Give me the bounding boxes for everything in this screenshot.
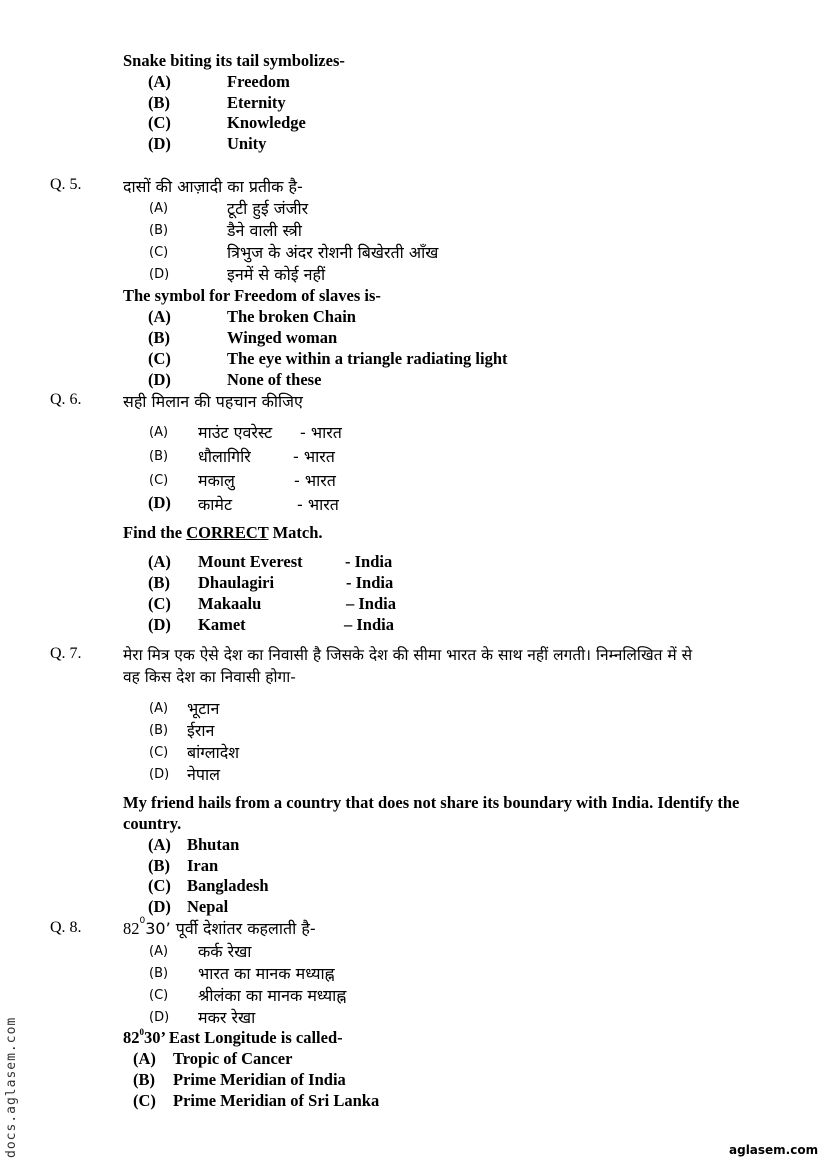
q4-option-b-label: (B) xyxy=(148,93,170,112)
q7-en-option-a-label: (A) xyxy=(148,835,171,854)
q6-hi-option-b-label: (B) xyxy=(149,449,169,464)
q8-hi-option-d-label: (D) xyxy=(149,1010,170,1025)
q7-hi-option-b-label: (B) xyxy=(149,723,169,738)
q8-question-en xyxy=(123,1028,343,1048)
q7-hi-option-d-label: (D) xyxy=(149,767,170,782)
q6-hi-option-d-label: (D) xyxy=(148,493,171,512)
q7-question-hi-line1: मेरा मित्र एक ऐसे देश का निवासी है जिसके देश की सीमा भारत के साथ नहीं लगती। निम्नलिखित में से xyxy=(123,646,693,664)
q4-question-en: Snake biting its tail symbolizes- xyxy=(123,51,345,70)
q5-hi-option-b-text: डैने वाली स्त्री xyxy=(227,221,302,240)
q4-option-d-text: Unity xyxy=(227,134,267,153)
q6-number: Q. 6. xyxy=(50,391,82,408)
q8-degree: 82 xyxy=(123,919,140,938)
q8-hi-option-b-label: (B) xyxy=(149,966,169,981)
q5-hi-option-b-label: (B) xyxy=(149,223,169,238)
q4-option-d-label: (D) xyxy=(148,134,171,153)
q7-hi-option-a-label: (A) xyxy=(149,701,169,716)
q8-en-option-b-text: Prime Meridian of India xyxy=(173,1070,346,1089)
q6-en-option-a-left: Mount Everest xyxy=(198,552,303,571)
q5-question-hi: दासों की आज़ादी का प्रतीक है- xyxy=(123,177,303,196)
q5-hi-option-d-label: (D) xyxy=(149,267,170,282)
q6-hi-option-d-right: - भारत xyxy=(297,495,339,514)
footer-watermark: aglasem.com xyxy=(729,1143,819,1157)
q8-degree-sup-en: 0 xyxy=(139,1027,144,1037)
q5-number: Q. 5. xyxy=(50,176,82,193)
q8-question-hi-rest: 30’ पूर्वी देशांतर कहलाती है- xyxy=(145,919,316,938)
q8-hi-option-c-label: (C) xyxy=(149,988,169,1003)
q7-en-option-b-label: (B) xyxy=(148,856,170,875)
q4-option-a-label: (A) xyxy=(148,72,171,91)
q7-hi-option-a-text: भूटान xyxy=(187,699,220,718)
q5-hi-option-d-text: इनमें से कोई नहीं xyxy=(227,265,326,284)
q6-en-option-a-label: (A) xyxy=(148,552,171,571)
q6-en-option-c-right: – India xyxy=(346,594,396,613)
q6-en-option-d-right: – India xyxy=(344,615,394,634)
q5-en-option-d-text: None of these xyxy=(227,370,322,389)
q6-hi-option-b-right: - भारत xyxy=(293,447,335,466)
q6-hi-option-d-left: कामेट xyxy=(198,495,233,514)
q7-question-en-line2: country. xyxy=(123,814,182,833)
q6-en-option-c-left: Makaalu xyxy=(198,594,262,613)
q6-en-option-a-right: - India xyxy=(345,552,393,571)
q6-hi-option-a-label: (A) xyxy=(149,425,169,440)
q6-question-en xyxy=(123,523,323,543)
q8-hi-option-a-text: कर्क रेखा xyxy=(198,942,252,961)
q8-en-option-a-text: Tropic of Cancer xyxy=(173,1049,293,1068)
q6-en-option-c-label: (C) xyxy=(148,594,171,613)
q8-en-option-c-label: (C) xyxy=(133,1091,156,1110)
q8-degree-sup: 0 xyxy=(139,916,146,926)
q8-en-option-a-label: (A) xyxy=(133,1049,156,1068)
q6-en-option-b-right: - India xyxy=(346,573,394,592)
q6-en-option-b-left: Dhaulagiri xyxy=(198,573,275,592)
side-watermark: docs.aglasem.com xyxy=(4,1016,19,1158)
q5-en-option-c-label: (C) xyxy=(148,349,171,368)
q6-hi-option-c-left: मकालु xyxy=(198,471,235,490)
q6-question-en-pre: Find the xyxy=(123,523,187,542)
q6-hi-option-c-label: (C) xyxy=(149,473,169,488)
q7-hi-option-d-text: नेपाल xyxy=(187,765,220,784)
q7-en-option-d-text: Nepal xyxy=(187,897,229,916)
q5-en-option-b-text: Winged woman xyxy=(227,328,338,347)
q8-question-en-rest: 30’ East Longitude is called- xyxy=(144,1028,343,1047)
q7-en-option-a-text: Bhutan xyxy=(187,835,240,854)
q4-option-b-text: Eternity xyxy=(227,93,286,112)
q7-en-option-b-text: Iran xyxy=(187,856,219,875)
q5-hi-option-a-text: टूटी हुई जंजीर xyxy=(227,199,309,218)
q5-hi-option-a-label: (A) xyxy=(149,201,169,216)
q4-option-c-label: (C) xyxy=(148,113,171,132)
q7-question-en-line1: My friend hails from a country that does not share its boundary with India. Identify the xyxy=(123,793,740,812)
q5-en-option-d-label: (D) xyxy=(148,370,171,389)
q8-hi-option-c-text: श्रीलंका का मानक मध्याह्न xyxy=(198,986,347,1005)
q7-question-hi-line2: वह किस देश का निवासी होगा- xyxy=(123,668,296,686)
q5-en-option-a-text: The broken Chain xyxy=(227,307,356,326)
q8-degree-en: 82 xyxy=(123,1028,140,1047)
q7-number: Q. 7. xyxy=(50,645,82,662)
q7-hi-option-c-label: (C) xyxy=(149,745,169,760)
q6-en-option-d-label: (D) xyxy=(148,615,171,634)
q5-en-option-b-label: (B) xyxy=(148,328,170,347)
q5-en-option-a-label: (A) xyxy=(148,307,171,326)
q6-hi-option-b-left: धौलागिरि xyxy=(198,447,251,466)
q5-hi-option-c-label: (C) xyxy=(149,245,169,260)
q5-question-en: The symbol for Freedom of slaves is- xyxy=(123,286,381,305)
q6-en-option-b-label: (B) xyxy=(148,573,170,592)
q4-option-c-text: Knowledge xyxy=(227,113,306,132)
q6-question-en-emphasis: CORRECT xyxy=(186,523,269,542)
q6-question-hi: सही मिलान की पहचान कीजिए xyxy=(123,392,303,411)
q8-hi-option-b-text: भारत का मानक मध्याह्न xyxy=(198,964,335,983)
q7-en-option-d-label: (D) xyxy=(148,897,171,916)
q7-hi-option-b-text: ईरान xyxy=(187,721,215,740)
q7-en-option-c-label: (C) xyxy=(148,876,171,895)
q8-number: Q. 8. xyxy=(50,919,82,936)
q8-en-option-c-text: Prime Meridian of Sri Lanka xyxy=(173,1091,380,1110)
q6-hi-option-c-right: - भारत xyxy=(294,471,336,490)
q5-en-option-c-text: The eye within a triangle radiating light xyxy=(227,349,508,368)
q5-hi-option-c-text: त्रिभुज के अंदर रोशनी बिखेरती आँख xyxy=(227,243,439,262)
q8-en-option-b-label: (B) xyxy=(133,1070,155,1089)
q6-question-en-post: Match. xyxy=(268,523,323,542)
q4-option-a-text: Freedom xyxy=(227,72,290,91)
q8-hi-option-d-text: मकर रेखा xyxy=(198,1008,256,1027)
q6-en-option-d-left: Kamet xyxy=(198,615,246,634)
q7-en-option-c-text: Bangladesh xyxy=(187,876,269,895)
q6-hi-option-a-left: माउंट एवरेस्ट xyxy=(198,423,273,442)
q8-question-hi xyxy=(123,917,316,939)
q6-hi-option-a-right: - भारत xyxy=(300,423,342,442)
q8-hi-option-a-label: (A) xyxy=(149,944,169,959)
q7-hi-option-c-text: बांग्लादेश xyxy=(187,743,240,762)
